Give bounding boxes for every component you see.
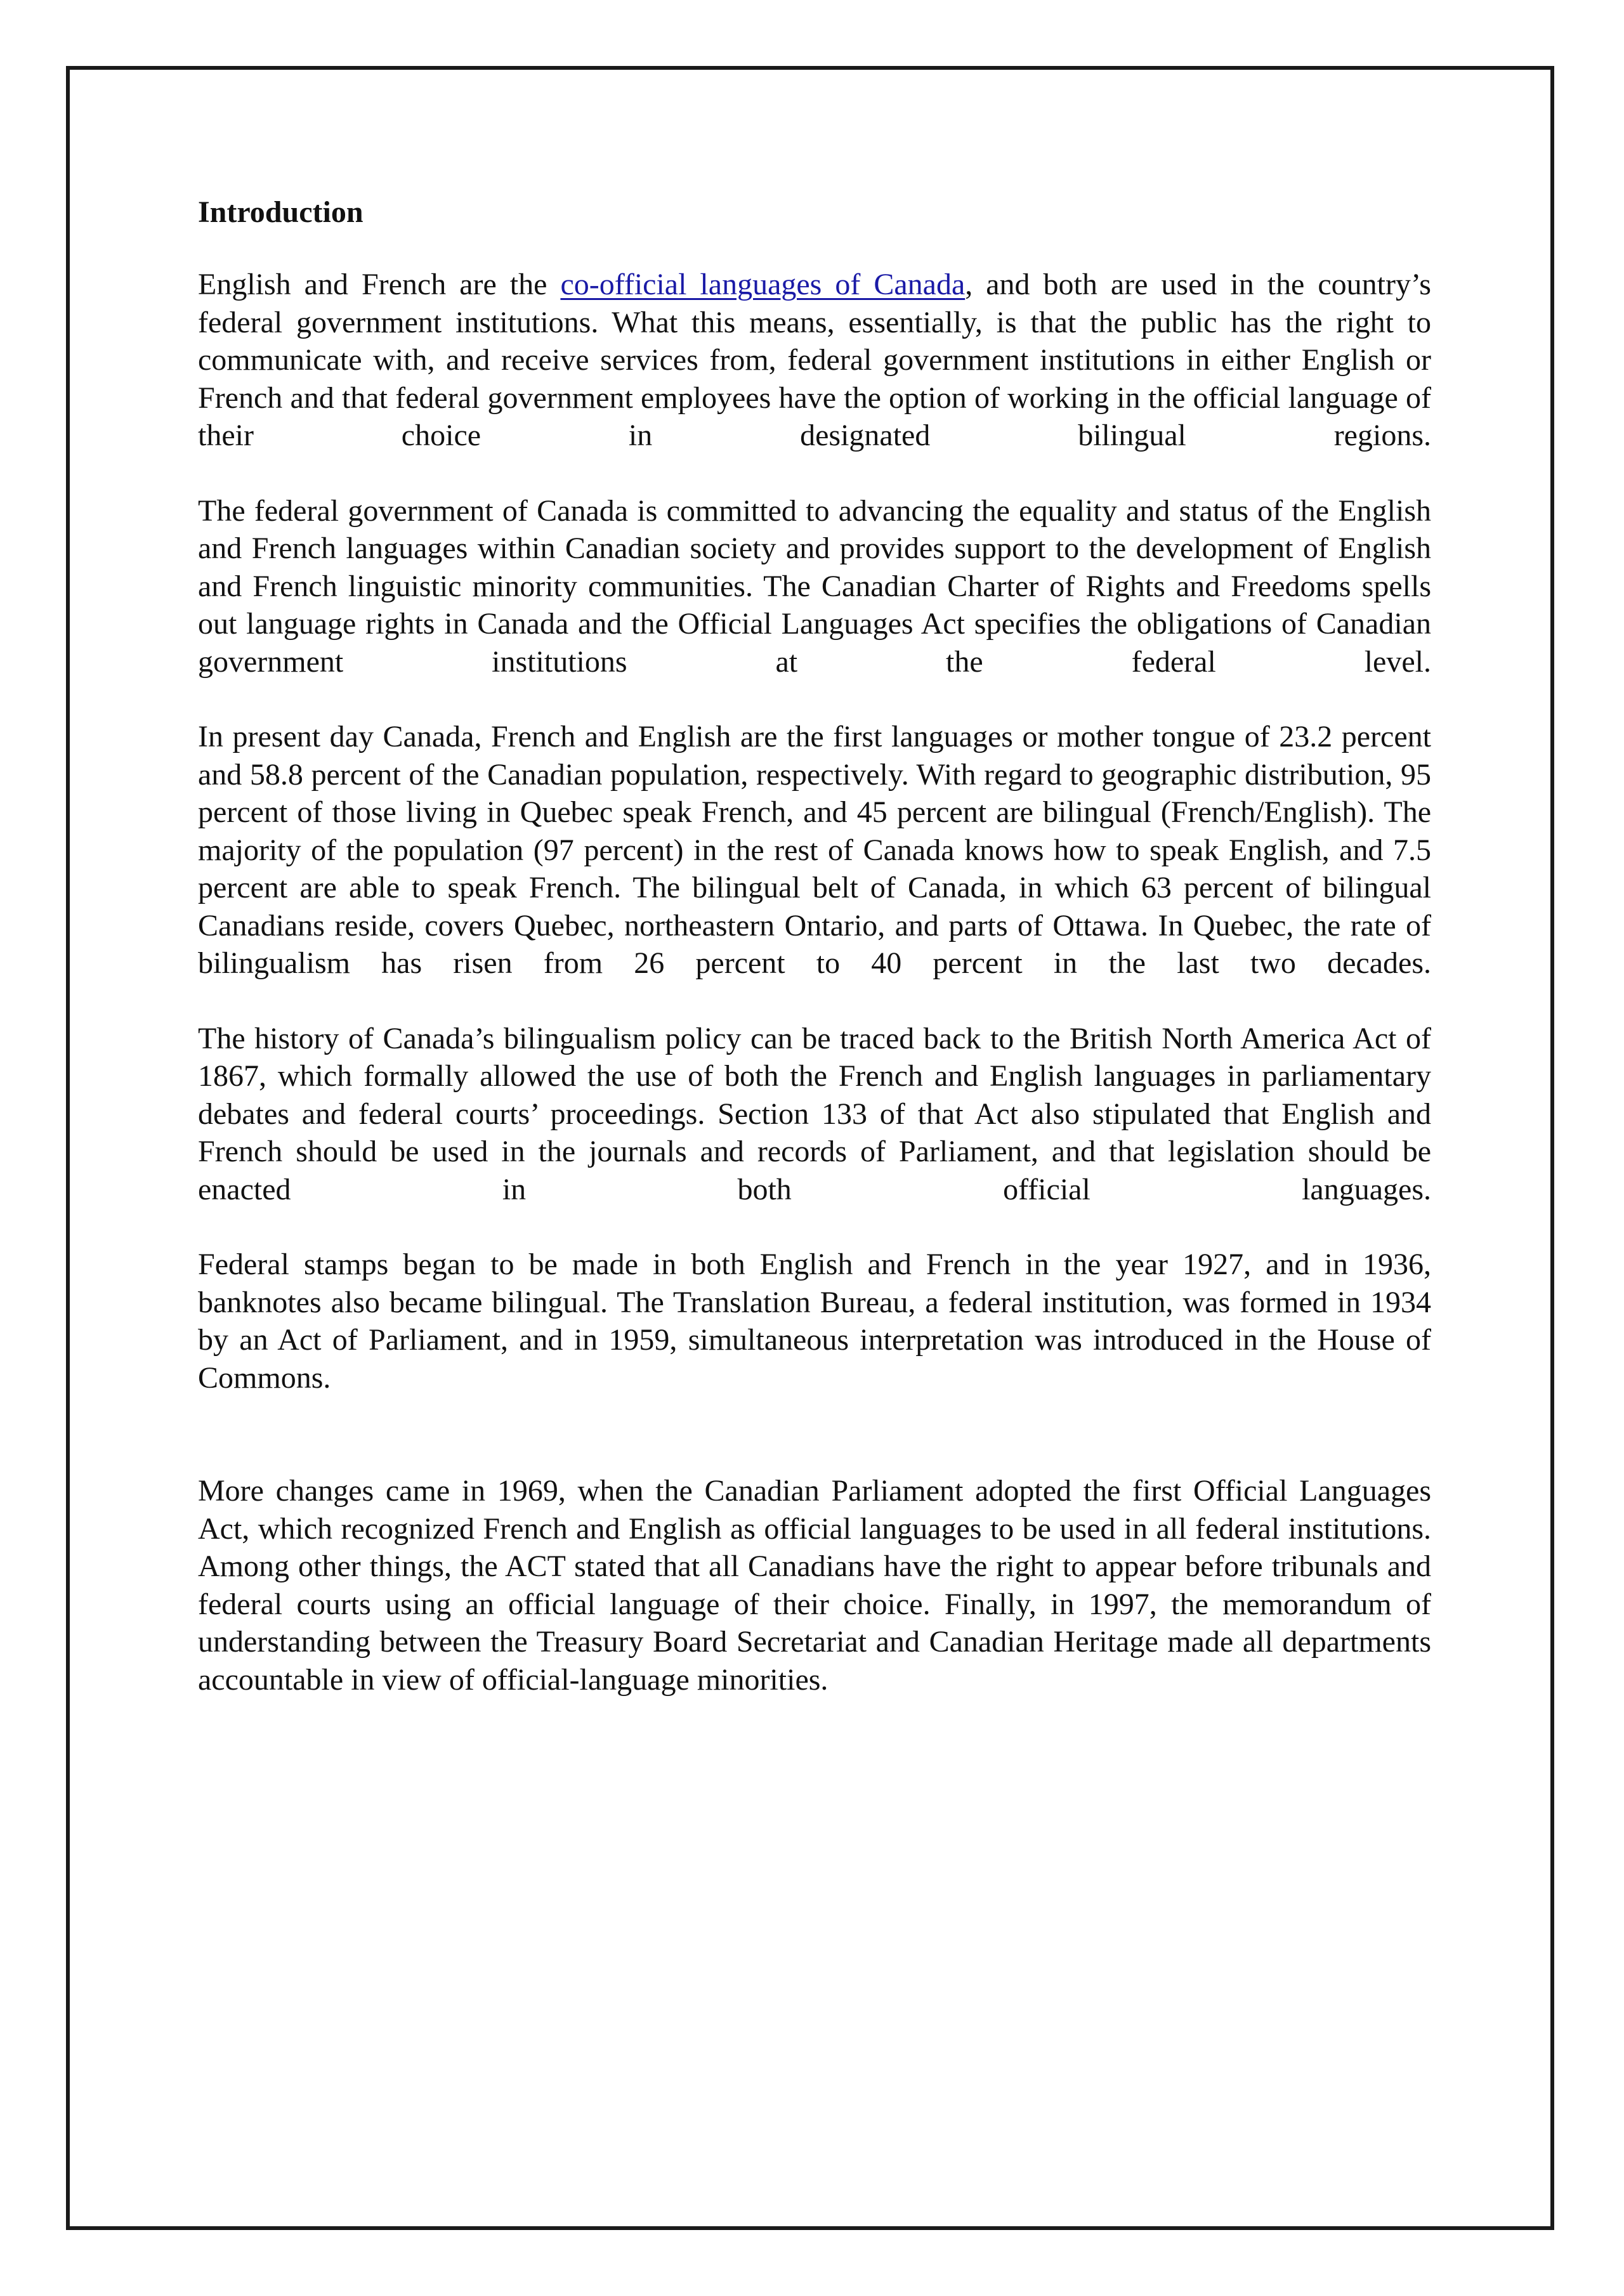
paragraph-history: The history of Canada’s bilingualism policy can be traced back to the British North America Act of 1867, which formally allowed the use of both the French and English languages in parliamentary debates and federal courts’ proceedings. Section 133 of that Act also stipulated that English and French should be used in the journals and records of Parliament, and that legislation should be enacted in both official languages. (198, 1021, 1431, 1206)
paragraph-text: English and French are the (198, 268, 561, 301)
co-official-languages-link[interactable]: co-official languages of Canada (560, 268, 966, 301)
section-heading: Introduction (198, 195, 363, 229)
paragraph-1969-changes: More changes came in 1969, when the Canadian Parliament adopted the first Official Languages Act, which recognized French and English as official languages to be used in all federal institutions. Among other things, the ACT stated that all Canadians have the right to appear before tribunals and federal courts using an official language of their choice. Finally, in 1997, the memorandum of understanding between the Treasury Board Secretariat and Canadian Heritage made all departments accountable in view of official-language minorities. (198, 1474, 1431, 1697)
paragraph-text: , and both are used in the country’s federal government institutions. What this means, essentially, is that the public has the right to communicate with, and receive services from, federal government institutions in either English or French and that federal government employees have the option of working in the official language of their choice in designated bilingual regions. (198, 268, 1431, 452)
paragraph-government-commitment: The federal government of Canada is committed to advancing the equality and status of the English and French languages within Canadian society and provides support to the development of English and French linguistic minority communities. The Canadian Charter of Rights and Freedoms spells out language rights in Canada and the Official Languages Act specifies the obligations of Canadian government institutions at the federal level. (198, 493, 1431, 679)
paragraph-official-languages (198, 266, 1431, 455)
paragraph-present-day-statistics: In present day Canada, French and English are the first languages or mother tongue of 23.2 percent and 58.8 percent of the Canadian population, respectively. With regard to geographic distribution, 95 percent of those living in Quebec speak French, and 45 percent are bilingual (French/English). The majority of the population (97 percent) in the rest of Canada knows how to speak English, and 7.5 percent are able to speak French. The bilingual belt of Canada, in which 63 percent of bilingual Canadians reside, covers Quebec, northeastern Ontario, and parts of Ottawa. In Quebec, the rate of bilingualism has risen from 26 percent to 40 percent in the last two decades. (198, 720, 1431, 980)
paragraph-stamps-banknotes: Federal stamps began to be made in both English and French in the year 1927, and in 1936, banknotes also became bilingual. The Translation Bureau, a federal institution, was formed in 1934 by an Act of Parliament, and in 1959, simultaneous interpretation was introduced in the House of Commons. (198, 1248, 1431, 1395)
document-body (198, 193, 1431, 1736)
